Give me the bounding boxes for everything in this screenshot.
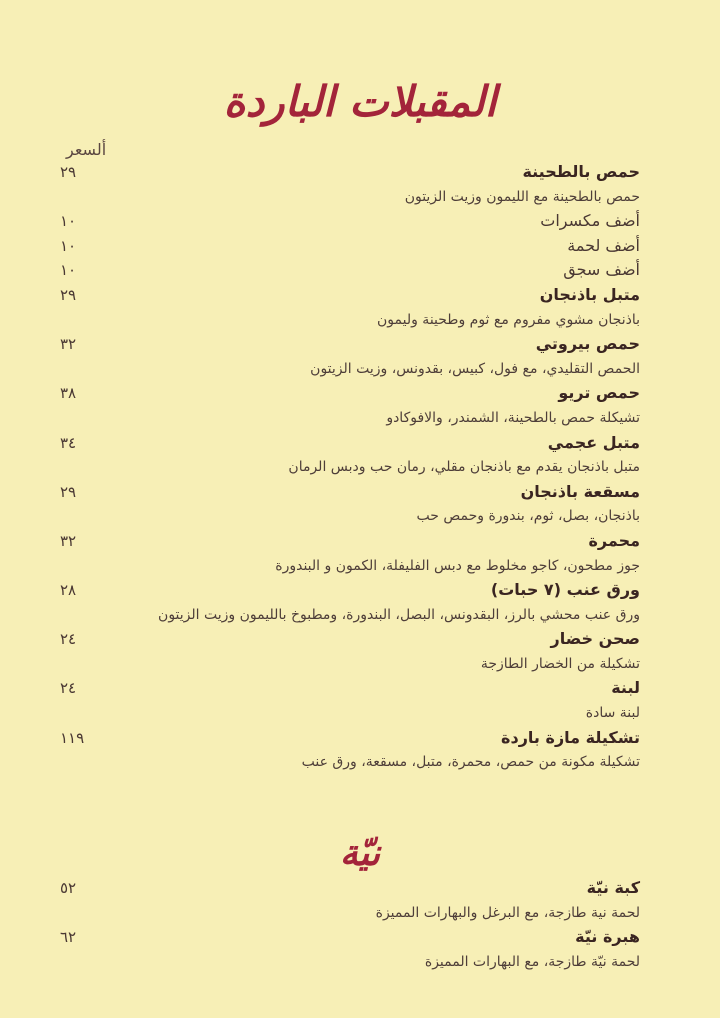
menu-item-price: ١٠ (60, 261, 77, 280)
menu-item (60, 627, 640, 676)
menu-item-description: تشكيلة من الخضار الطازجة (480, 655, 640, 672)
menu-item-row (60, 332, 640, 357)
menu-item-name: حمص بيروتي (535, 334, 640, 354)
menu-item-name: حمص تريو (558, 383, 640, 403)
menu-item-name: مسقعة باذنجان (520, 481, 640, 501)
menu-item (60, 258, 640, 283)
menu-item-price: ١١٩ (60, 728, 85, 747)
menu-item-row (60, 925, 640, 950)
menu-item-description: لحمة نية طازجة، مع البرغل والبهارات المميزة (375, 904, 640, 921)
cold-appetizers-list (60, 160, 640, 775)
menu-item-description: لحمة نيّة طازجة، مع البهارات المميزة (424, 953, 640, 970)
menu-item (60, 925, 640, 974)
menu-item (60, 529, 640, 578)
page-title: المقبلات الباردة (223, 77, 497, 126)
menu-item-price: ١٠ (60, 236, 77, 255)
price-column-header: ألسعر (66, 140, 107, 159)
menu-item-row (60, 578, 640, 603)
menu-item (60, 234, 640, 259)
menu-item-name: محمرة (588, 530, 640, 550)
menu-item-row (60, 283, 640, 308)
menu-item (60, 676, 640, 725)
menu-item (60, 209, 640, 234)
menu-item-price: ١٠ (60, 212, 77, 231)
menu-item-price: ٢٩ (60, 163, 77, 181)
menu-item-description: باذنجان، بصل، ثوم، بندورة وحمص حب (416, 508, 640, 525)
menu-item (60, 283, 640, 332)
menu-item-name: متبل باذنجان (539, 284, 640, 304)
menu-item (60, 578, 640, 627)
menu-item (60, 726, 640, 775)
menu-item-price: ٦٢ (60, 928, 77, 947)
menu-item-name: ورق عنب (٧ حبات) (490, 580, 640, 600)
menu-item-description: حمص بالطحينة مع الليمون وزيت الزيتون (404, 188, 640, 205)
menu-item-price: ٣٤ (60, 433, 77, 452)
raw-dishes-list (60, 876, 640, 974)
menu-item-name: أضف سجق (563, 260, 640, 280)
menu-item-row (60, 431, 640, 456)
menu-item-price: ٣٢ (60, 335, 77, 354)
menu-item-price: ٣٨ (60, 384, 77, 403)
menu-item-name: متبل عجمي (547, 432, 640, 452)
menu-item-name: صحن خضار (550, 629, 640, 649)
menu-item (60, 332, 640, 381)
menu-item-row (60, 529, 640, 554)
menu-item-name: هبرة نيّة (575, 927, 640, 947)
menu-item-row (60, 676, 640, 701)
menu-item-description: باذنجان مشوي مفروم مع ثوم وطحينة وليمون (377, 311, 640, 328)
menu-item-description: تشيكلة حمص بالطحينة، الشمندر، والافوكادو (386, 409, 640, 426)
menu-item-price: ٢٨ (60, 581, 77, 600)
menu-item-row (60, 381, 640, 406)
menu-item-row (60, 258, 640, 283)
menu-item-row (60, 627, 640, 652)
menu-item-row (60, 234, 640, 259)
menu-item (60, 876, 640, 925)
menu-item-row (60, 876, 640, 901)
menu-item-row (60, 209, 640, 234)
menu-item-price: ٢٤ (60, 679, 77, 698)
menu-item-name: أضف مكسرات (540, 211, 640, 231)
menu-item (60, 160, 640, 209)
menu-item-price: ٢٩ (60, 482, 77, 501)
menu-item-price: ٣٢ (60, 531, 77, 550)
menu-item-description: جوز مطحون، كاجو مخلوط مع دبس الفليفلة، الكمون و البندورة (275, 557, 640, 574)
menu-item-price: ٥٢ (60, 879, 77, 897)
menu-item-description: الحمص التقليدي، مع فول، كبيس، بقدونس، وزيت الزيتون (310, 360, 640, 377)
menu-item-description: متبل باذنجان يقدم مع باذنجان مقلي، رمان حب ودبس الرمان (288, 459, 640, 476)
menu-item-row (60, 160, 640, 185)
menu-item-price: ٢٤ (60, 630, 77, 649)
section-title-raw: نيّة (339, 832, 381, 874)
menu-item-row (60, 480, 640, 505)
menu-item (60, 480, 640, 529)
menu-item-row (60, 726, 640, 751)
menu-item-description: لبنة سادة (585, 705, 640, 722)
menu-item (60, 381, 640, 430)
menu-item-name: تشكيلة مازة باردة (501, 727, 640, 747)
menu-item-name: حمص بالطحينة (522, 162, 640, 181)
menu-item-name: أضف لحمة (567, 235, 640, 255)
menu-item-description: تشكيلة مكونة من حمص، محمرة، متبل، مسقعة، ورق عنب (301, 754, 640, 771)
menu-item-name: كبة نيّة (586, 878, 640, 897)
menu-item (60, 431, 640, 480)
menu-item-price: ٢٩ (60, 285, 77, 304)
menu-item-name: لبنة (611, 678, 640, 698)
menu-item-description: ورق عنب محشي بالرز، البقدونس، البصل، البندورة، ومطبوخ بالليمون وزيت الزيتون (158, 606, 640, 623)
